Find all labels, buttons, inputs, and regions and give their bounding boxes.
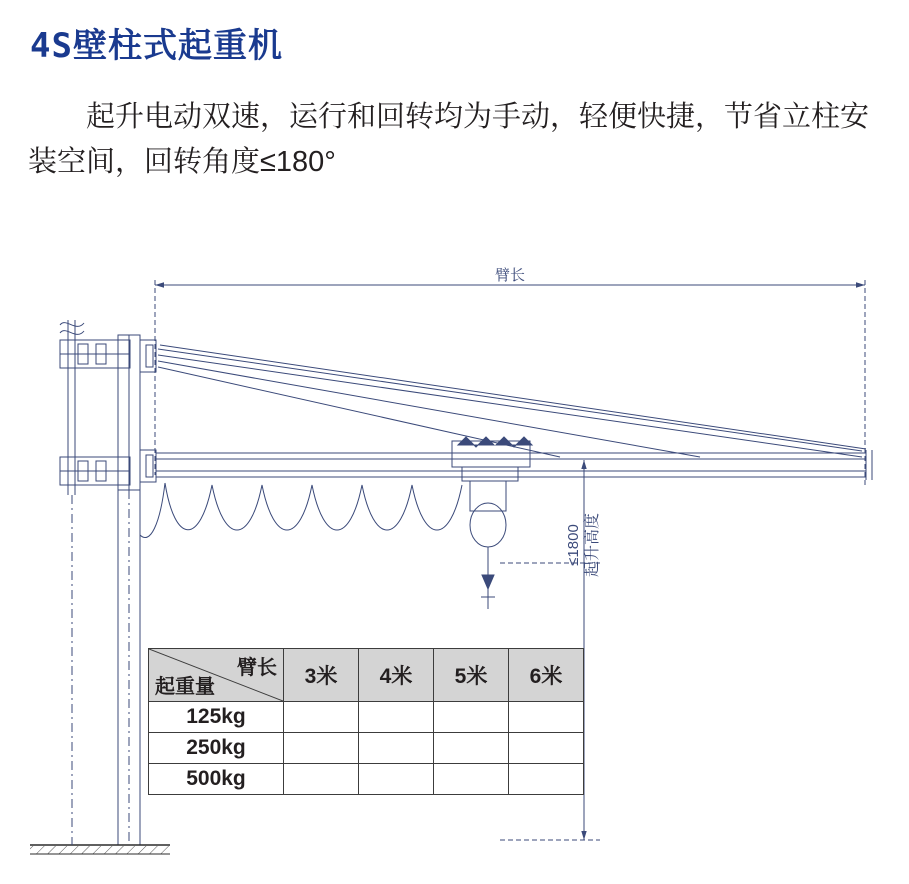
cell-125kg-4m	[359, 702, 434, 733]
cell-250kg-6m	[509, 733, 584, 764]
specification-table-wrapper	[148, 648, 584, 795]
table-corner-header	[149, 649, 284, 702]
row-header-250kg: 250kg	[149, 733, 284, 764]
arm-length-dimension-label: 臂长	[494, 267, 526, 284]
cell-250kg-5m	[434, 733, 509, 764]
column-header-6m: 6米	[509, 649, 584, 702]
row-header-500kg: 500kg	[149, 764, 284, 795]
row-header-125kg: 125kg	[149, 702, 284, 733]
cell-250kg-3m	[284, 733, 359, 764]
model-code: 4S	[30, 26, 73, 66]
column-header-4m: 4米	[359, 649, 434, 702]
table-row	[149, 702, 584, 733]
column-header-5m: 5米	[434, 649, 509, 702]
table-row	[149, 764, 584, 795]
corner-label-arm-length: 臂长	[237, 657, 277, 679]
page-title	[30, 18, 283, 67]
cell-125kg-3m	[284, 702, 359, 733]
cell-500kg-4m	[359, 764, 434, 795]
corner-label-capacity: 起重量	[155, 676, 215, 698]
product-description: 起升电动双速，运行和回转均为手动，轻便快捷，节省立柱安装空间，回转角度≤180°	[28, 101, 870, 178]
page-title-text: 壁柱式起重机	[72, 27, 283, 65]
cell-500kg-5m	[434, 764, 509, 795]
table-row	[149, 733, 584, 764]
cell-500kg-3m	[284, 764, 359, 795]
specification-table	[148, 648, 584, 795]
table-header-row	[149, 649, 584, 702]
column-header-3m: 3米	[284, 649, 359, 702]
cell-125kg-6m	[509, 702, 584, 733]
lift-height-label: 起升高度	[584, 512, 601, 578]
cell-250kg-4m	[359, 733, 434, 764]
cell-125kg-5m	[434, 702, 509, 733]
lift-height-value-label: ≤1800	[565, 524, 582, 566]
cell-500kg-6m	[509, 764, 584, 795]
